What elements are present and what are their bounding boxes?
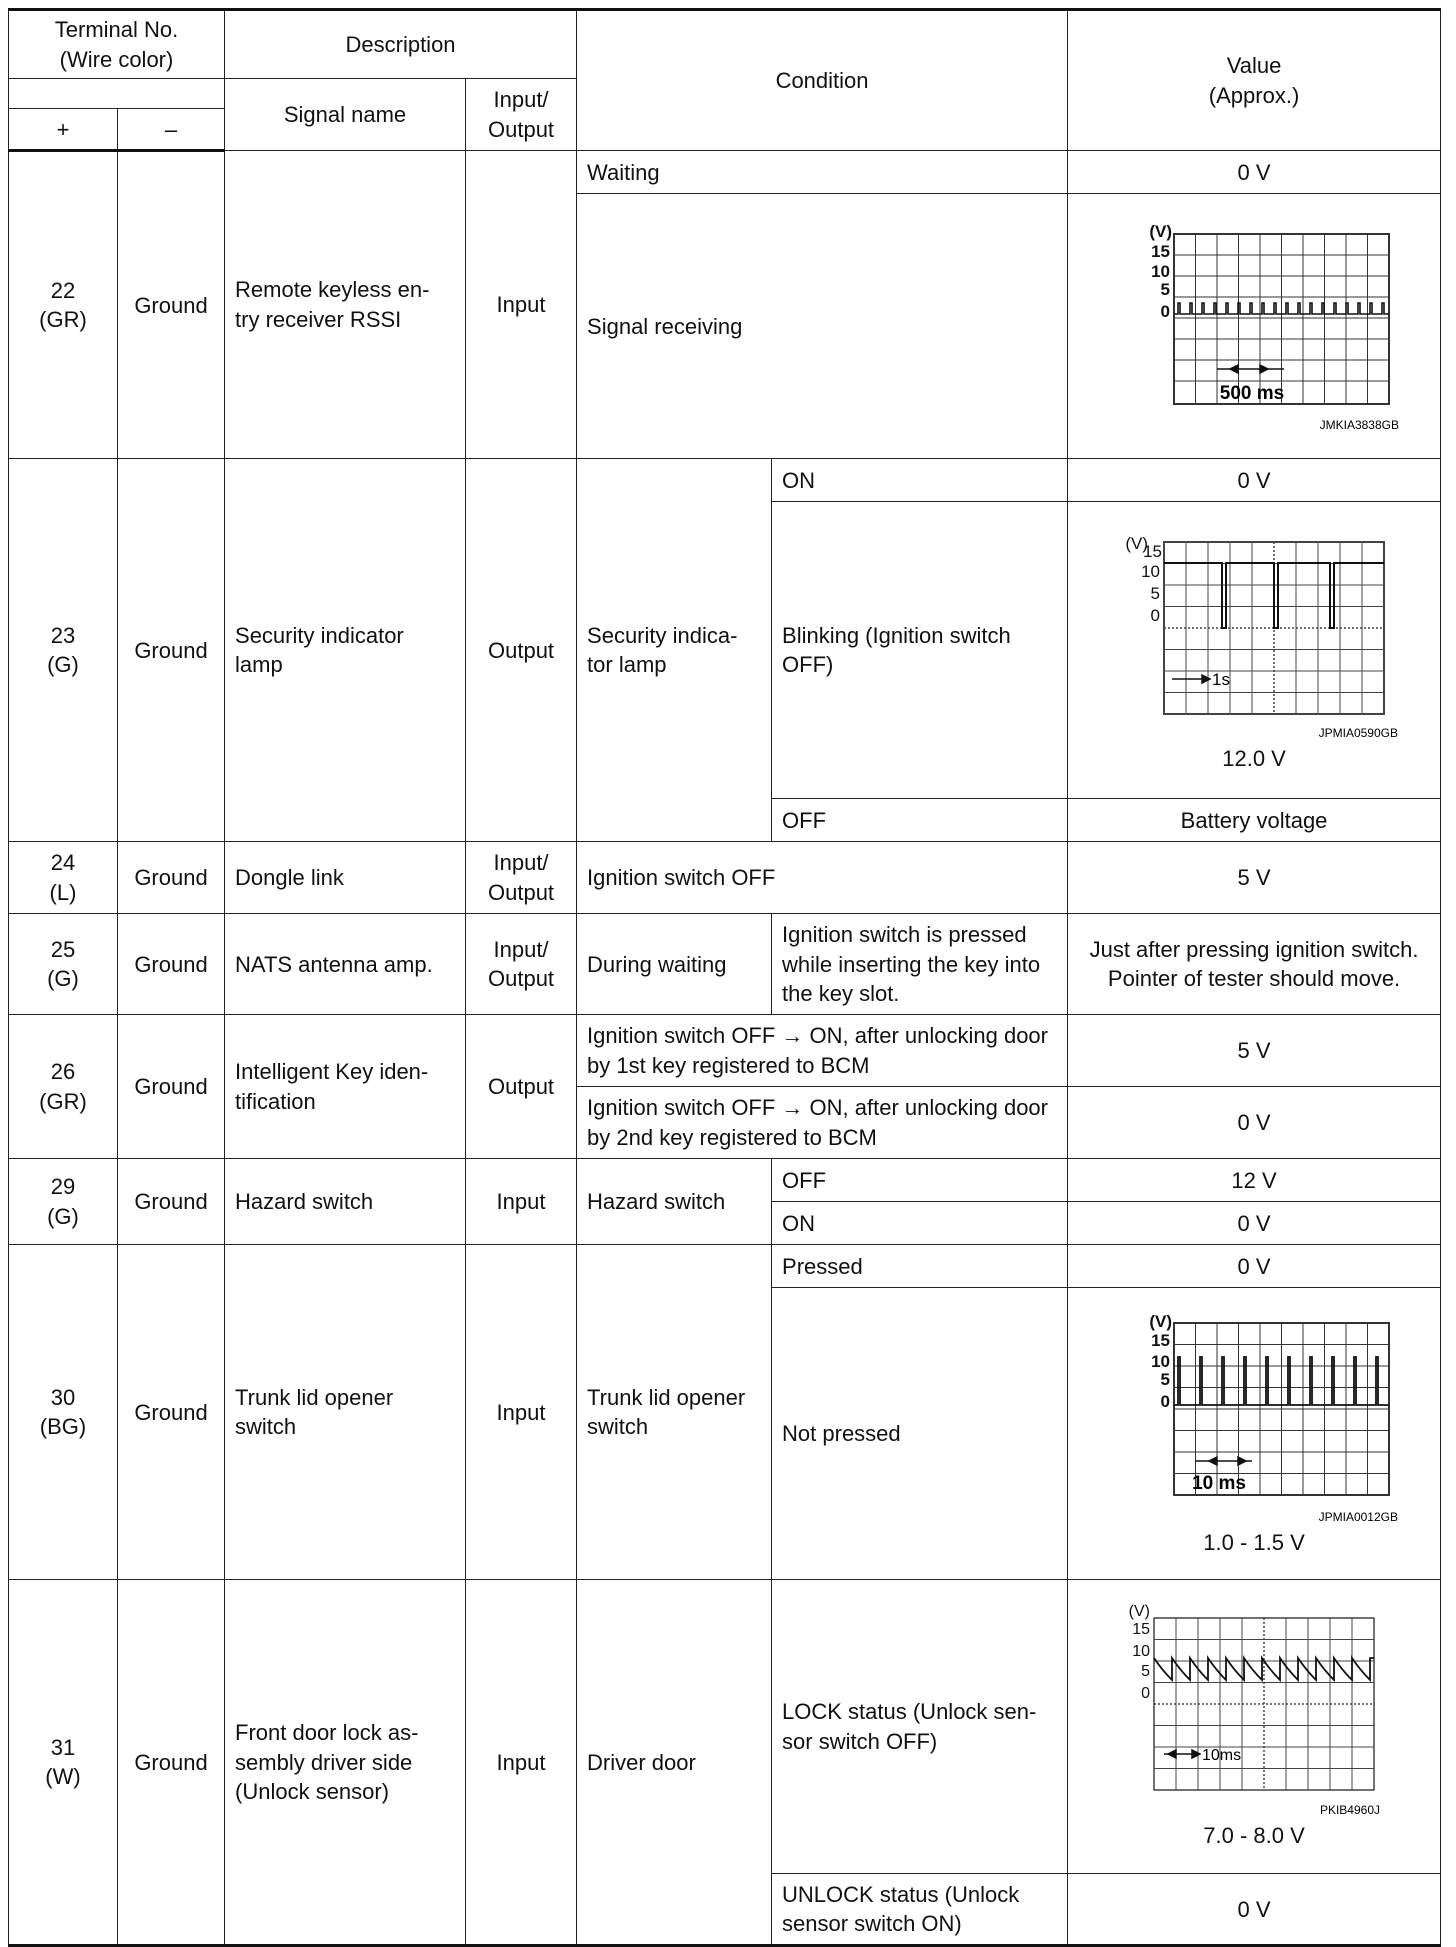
condition-main-cell: Security indica- tor lamp	[577, 459, 772, 842]
axis-tick-15: 15	[1143, 542, 1163, 562]
header-terminal-label: Terminal No.	[54, 17, 179, 42]
oscilloscope-grid	[1174, 234, 1389, 404]
header-input-output	[466, 79, 577, 151]
header-condition: Condition	[577, 10, 1068, 151]
terminal-number: 31	[50, 1734, 76, 1760]
terminal-29	[9, 1159, 118, 1245]
ground-cell: Ground	[118, 459, 225, 842]
value-label: 1.0 - 1.5 V	[1203, 1529, 1305, 1555]
terminal-22	[9, 151, 118, 459]
io-cell	[466, 842, 577, 914]
table-row	[9, 842, 1441, 914]
wire-color: (W)	[45, 1764, 81, 1790]
value-cell: Just after pressing ignition switch. Pointer of tester should move.	[1068, 914, 1441, 1015]
value-cell: 12 V	[1068, 1159, 1441, 1202]
condition-sub-cell: OFF	[772, 799, 1068, 842]
value-cell: 0 V	[1068, 151, 1441, 194]
header-description: Description	[225, 10, 577, 79]
condition-sub-cell: Blinking (Ignition switch OFF)	[772, 502, 1068, 799]
axis-tick-10: 10	[1151, 1351, 1171, 1371]
time-scale-marker	[1196, 1457, 1253, 1465]
signal-name-cell: Trunk lid opener switch	[225, 1245, 466, 1580]
ground-cell: Ground	[118, 1580, 225, 1946]
io-cell	[466, 914, 577, 1015]
header-signal-name: Signal name	[225, 79, 466, 151]
axis-tick-10: 10	[1132, 1642, 1151, 1660]
terminal-24	[9, 842, 118, 914]
axis-tick-0: 0	[1150, 606, 1161, 626]
figure-code: PKIB4960J	[1320, 1802, 1381, 1817]
header-wire-color-label: (Wire color)	[59, 46, 174, 72]
time-scale-label: 500 ms	[1219, 382, 1285, 404]
condition-sub-cell: Not pressed	[772, 1288, 1068, 1580]
time-scale-label: 10 ms	[1192, 1472, 1246, 1494]
header-io-line1: Input/	[493, 87, 549, 113]
table-row	[9, 1015, 1441, 1087]
signal-name-cell: Security indicator lamp	[225, 459, 466, 842]
terminal-30	[9, 1245, 118, 1580]
waveform-unlock-sensor	[1104, 1604, 1404, 1819]
oscilloscope-grid	[1174, 1323, 1389, 1495]
terminal-number: 29	[50, 1174, 76, 1200]
header-spacer	[9, 79, 225, 109]
condition-sub-cell: Ignition switch is pressed while inserting the key into the key slot.	[772, 914, 1068, 1015]
signal-name-cell: Hazard switch	[225, 1159, 466, 1245]
condition-main-cell: Driver door	[577, 1580, 772, 1946]
waveform-trace	[1164, 563, 1384, 628]
condition-main-cell: Hazard switch	[577, 1159, 772, 1245]
wire-color: (G)	[47, 1203, 79, 1229]
condition-cell: Ignition switch OFF → ON, after unlocking door by 2nd key registered to BCM	[577, 1087, 1068, 1159]
figure-code: JPMIA0012GB	[1318, 1509, 1399, 1524]
waveform-cell	[1068, 502, 1441, 799]
time-scale-marker	[1217, 365, 1284, 373]
signal-name-cell: NATS antenna amp.	[225, 914, 466, 1015]
ground-cell: Ground	[118, 1159, 225, 1245]
header-minus: –	[118, 109, 225, 151]
io-line2: Output	[488, 879, 555, 905]
terminal-25	[9, 914, 118, 1015]
io-cell: Input	[466, 1159, 577, 1245]
time-scale-label: 10ms	[1202, 1746, 1242, 1764]
terminal-number: 30	[50, 1384, 76, 1410]
axis-tick-0: 0	[1160, 301, 1171, 321]
condition-sub-cell: Pressed	[772, 1245, 1068, 1288]
axis-tick-15: 15	[1151, 241, 1171, 261]
terminal-23	[9, 459, 118, 842]
signal-name-cell: Intelligent Key iden- tification	[225, 1015, 466, 1159]
waveform-cell	[1068, 1288, 1441, 1580]
value-cell: Battery voltage	[1068, 799, 1441, 842]
ground-cell: Ground	[118, 842, 225, 914]
signal-name-cell: Front door lock as- sembly driver side (Unlock sensor)	[225, 1580, 466, 1946]
wire-color: (G)	[47, 966, 79, 992]
table-row	[9, 151, 1441, 194]
waveform-rssi	[1104, 219, 1404, 434]
wire-color: (G)	[47, 652, 79, 678]
value-label: 12.0 V	[1222, 746, 1286, 772]
terminal-31	[9, 1580, 118, 1946]
value-cell: 0 V	[1068, 1087, 1441, 1159]
time-scale-marker	[1164, 1750, 1200, 1758]
io-cell: Output	[466, 1015, 577, 1159]
figure-code: JPMIA0590GB	[1318, 726, 1399, 741]
value-cell: 0 V	[1068, 1874, 1441, 1946]
figure-code: JMKIA3838GB	[1319, 417, 1400, 432]
header-approx-label: (Approx.)	[1208, 82, 1300, 108]
io-cell: Input	[466, 151, 577, 459]
io-cell: Input	[466, 1580, 577, 1946]
axis-tick-0: 0	[1160, 1391, 1171, 1411]
condition-sub-cell: LOCK status (Unlock sen- sor switch OFF)	[772, 1580, 1068, 1874]
io-cell: Output	[466, 459, 577, 842]
terminal-number: 24	[50, 850, 76, 876]
wire-color: (BG)	[39, 1414, 87, 1440]
axis-tick-15: 15	[1151, 1330, 1171, 1350]
io-line2: Output	[488, 966, 555, 992]
signal-name-cell: Remote keyless en- try receiver RSSI	[225, 151, 466, 459]
io-cell: Input	[466, 1245, 577, 1580]
condition-cell: Waiting	[577, 151, 1068, 194]
condition-main-cell: Trunk lid opener switch	[577, 1245, 772, 1580]
condition-sub-cell: ON	[772, 1202, 1068, 1245]
wire-color: (GR)	[39, 307, 87, 333]
wire-color: (GR)	[39, 1088, 87, 1114]
axis-unit: (V)	[1128, 1603, 1151, 1620]
condition-main-cell: During waiting	[577, 914, 772, 1015]
condition-cell: Ignition switch OFF	[577, 842, 1068, 914]
axis-tick-5: 5	[1160, 1369, 1171, 1389]
terminal-number: 25	[50, 936, 76, 962]
terminal-26	[9, 1015, 118, 1159]
ground-cell: Ground	[118, 1245, 225, 1580]
io-line1: Input/	[493, 850, 549, 876]
header-terminal-no	[9, 10, 225, 79]
terminal-number: 26	[50, 1059, 76, 1085]
time-scale-label: 1s	[1212, 670, 1231, 690]
header-io-line2: Output	[488, 116, 555, 142]
condition-cell: Ignition switch OFF → ON, after unlocking door by 1st key registered to BCM	[577, 1015, 1068, 1087]
table-row	[9, 914, 1441, 1015]
axis-unit: (V)	[1149, 221, 1173, 241]
table-row	[9, 1245, 1441, 1288]
axis-tick-0: 0	[1141, 1684, 1151, 1702]
axis-tick-10: 10	[1141, 562, 1161, 582]
header-plus: +	[9, 109, 118, 151]
value-cell: 0 V	[1068, 1202, 1441, 1245]
waveform-cell	[1068, 194, 1441, 459]
waveform-cell	[1068, 1580, 1441, 1874]
condition-cell: Signal receiving	[577, 194, 1068, 459]
axis-tick-10: 10	[1151, 261, 1171, 281]
ground-cell: Ground	[118, 914, 225, 1015]
condition-sub-cell: ON	[772, 459, 1068, 502]
signal-name-cell: Dongle link	[225, 842, 466, 914]
ground-cell: Ground	[118, 1015, 225, 1159]
axis-unit: (V)	[1149, 1311, 1173, 1331]
table-row	[9, 1580, 1441, 1874]
value-label: 7.0 - 8.0 V	[1203, 1822, 1305, 1848]
waveform-trunk-opener	[1104, 1311, 1404, 1526]
header-value-label: Value	[1226, 53, 1282, 78]
value-cell: 5 V	[1068, 842, 1441, 914]
axis-tick-5: 5	[1141, 1662, 1151, 1680]
oscilloscope-grid	[1154, 1618, 1374, 1790]
ground-cell: Ground	[118, 151, 225, 459]
terminal-number: 23	[50, 622, 76, 648]
io-line1: Input/	[493, 936, 549, 962]
value-cell: 5 V	[1068, 1015, 1441, 1087]
condition-sub-cell: UNLOCK status (Unlock sensor switch ON)	[772, 1874, 1068, 1946]
header-value	[1068, 10, 1441, 151]
condition-sub-cell: OFF	[772, 1159, 1068, 1202]
time-scale-marker	[1172, 675, 1210, 683]
table-row	[9, 1159, 1441, 1202]
axis-tick-5: 5	[1160, 279, 1171, 299]
value-cell: 0 V	[1068, 1245, 1441, 1288]
axis-tick-5: 5	[1150, 584, 1161, 604]
terminal-spec-table	[8, 8, 1441, 1947]
waveform-security-lamp	[1104, 527, 1404, 742]
axis-tick-15: 15	[1132, 1620, 1151, 1638]
axis-unit: (V)	[1125, 534, 1149, 554]
terminal-number: 22	[50, 277, 76, 303]
table-row	[9, 459, 1441, 502]
value-cell: 0 V	[1068, 459, 1441, 502]
wire-color: (L)	[49, 879, 77, 905]
